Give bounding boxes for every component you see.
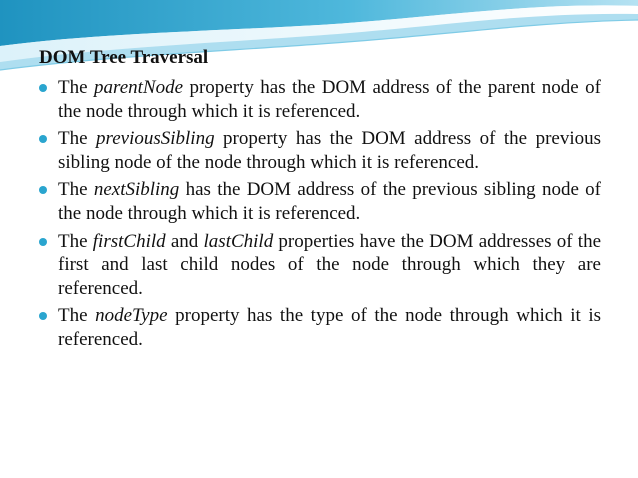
bullet-text-rest: property has the type of the node through which it is referenced. (58, 305, 601, 350)
bullet-text-rest: has the DOM address of the previous sibling node of the node through which it is referenced. (58, 179, 601, 224)
bullet-term: firstChild (92, 230, 166, 252)
bullet-term-second: lastChild (203, 230, 274, 252)
bullet-text-pre: The (58, 230, 93, 252)
bullet-term: previousSibling (96, 128, 215, 150)
bullet-text-rest: property has the DOM address of the parent node of the node through which it is referenced. (58, 77, 601, 122)
bullet-list (39, 76, 601, 356)
bullet-text-pre: The (58, 305, 96, 327)
slide-title: DOM Tree Traversal (39, 47, 209, 68)
bullet-term: nextSibling (93, 179, 180, 201)
bullet-dot-icon (39, 84, 47, 92)
bullet-item-firstchild-lastchild (39, 230, 601, 301)
bullet-text-rest: properties have the DOM addresses of the first and last child nodes of the node through which they are referenced. (58, 230, 602, 299)
bullet-dot-icon (39, 186, 47, 194)
bullet-item-nodetype (39, 304, 601, 351)
bullet-item-nextsibling (39, 178, 601, 225)
bullet-text-rest: property has the DOM address of the previous sibling node of the node through which it is referenced. (58, 128, 601, 173)
bullet-item-previoussibling (39, 127, 601, 174)
bullet-dot-icon (39, 135, 47, 143)
bullet-dot-icon (39, 312, 47, 320)
bullet-term: parentNode (94, 77, 184, 98)
bullet-text-pre: The (58, 128, 97, 150)
bullet-term: nodeType (95, 305, 168, 327)
bullet-text-pre: The (58, 77, 94, 98)
bullet-dot-icon (39, 238, 47, 246)
bullet-text-pre: The (58, 179, 94, 201)
bullet-text-mid: and (165, 230, 204, 252)
bullet-item-parentnode (39, 76, 601, 123)
